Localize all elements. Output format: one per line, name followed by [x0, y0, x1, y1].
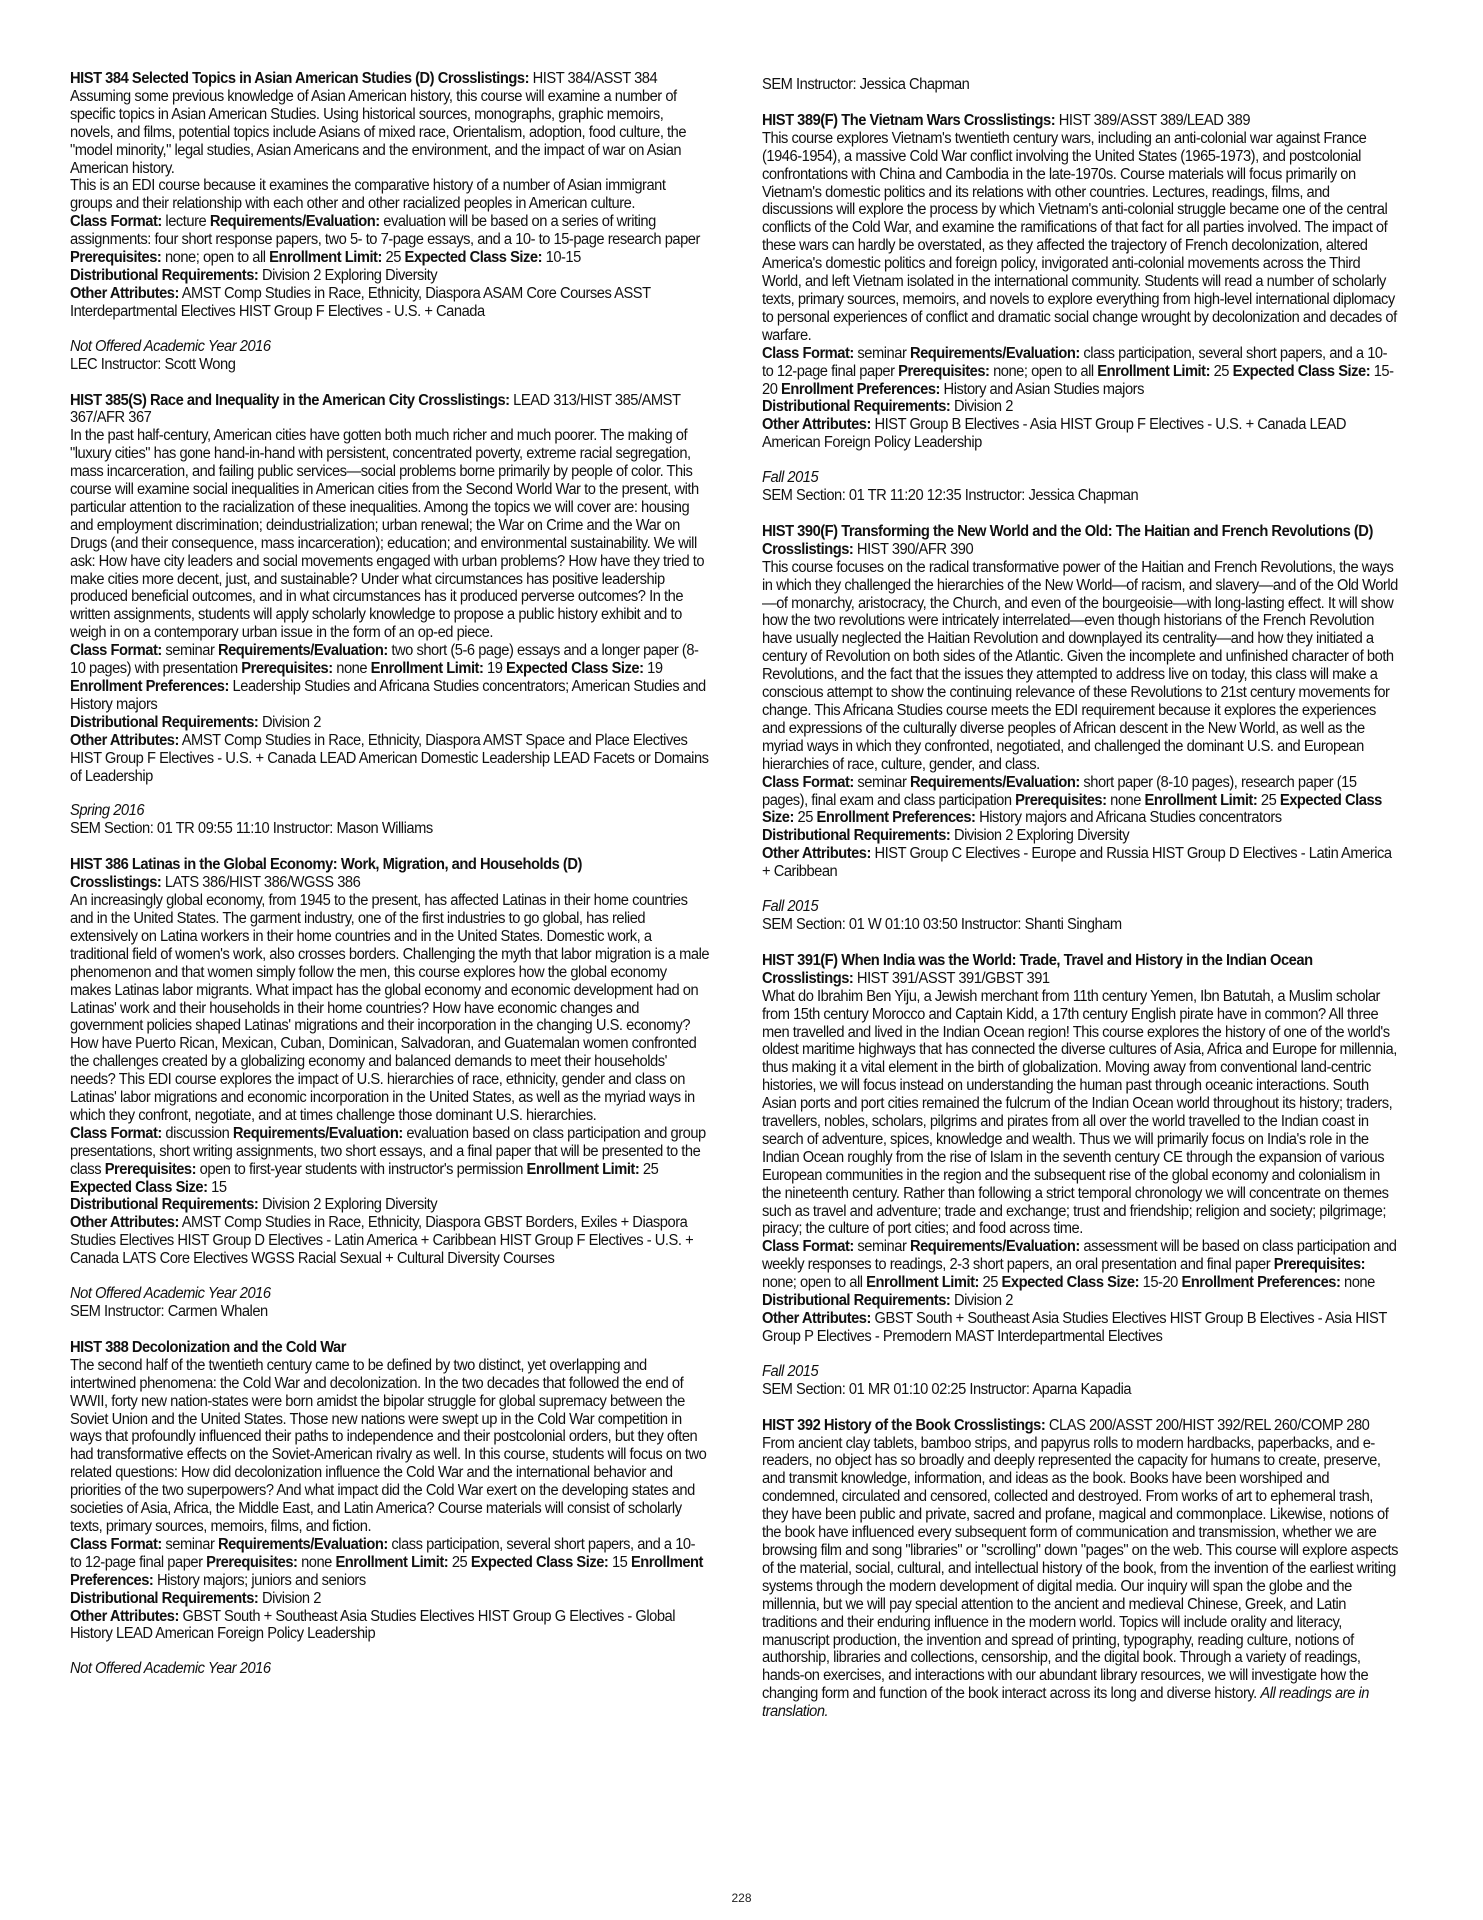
- course-title: HIST 390(F) Transforming the New World and the Old: The Haitian and French Revolutions (D): [762, 522, 1373, 540]
- attribute-value: class participation, several short papers, and a 10- to 12-page final paper: [70, 1535, 696, 1571]
- offering-info: [762, 1363, 1402, 1399]
- course-title: HIST 385(S) Race and Inequality in the American City: [70, 391, 415, 409]
- distributional-value: Division 2: [953, 1292, 1013, 1310]
- other-attributes-value: GBST South + Southeast Asia Studies Electives HIST Group B Electives - Asia HIST Group P Electives - Premodern MAST Interdepartmental Electives: [762, 1310, 1387, 1345]
- offering-info: [70, 802, 710, 838]
- attribute-value: seminar: [165, 1535, 218, 1553]
- distributional-requirements: [762, 827, 1402, 845]
- other-attributes-label: Other Attributes:: [762, 1310, 871, 1327]
- course-title: HIST 384 Selected Topics in Asian American Studies (D): [70, 70, 435, 87]
- attribute-label: Requirements/Evaluation:: [909, 344, 1080, 362]
- section-instructor: LEC Instructor: Scott Wong: [70, 355, 236, 373]
- other-attributes-label: Other Attributes:: [70, 1214, 179, 1232]
- distributional-label: Distributional Requirements:: [762, 398, 951, 416]
- other-attributes-label: Other Attributes:: [70, 731, 179, 749]
- crosslistings-value: HIST 384/ASST 384: [532, 70, 658, 87]
- other-attributes-value: HIST Group C Electives - Europe and Russia HIST Group D Electives - Latin America + Caribbean: [762, 845, 1392, 881]
- course-heading: [70, 392, 710, 428]
- attribute-value: 10-15: [545, 249, 581, 267]
- course-entry: [762, 1417, 1402, 1721]
- other-attributes-label: Other Attributes:: [762, 416, 871, 434]
- attribute-value: 19: [487, 660, 507, 678]
- attribute-label: Expected Class Size:: [404, 249, 543, 267]
- offering-term: Not Offered Academic Year 2016: [70, 1285, 271, 1303]
- course-heading: [762, 112, 1402, 130]
- distributional-requirements: [70, 714, 710, 732]
- other-attributes-value: AMST Comp Studies in Race, Ethnicity, Diaspora AMST Space and Place Electives HIST Group F Electives - U.S. + Canada LEAD American Domestic Leadership LEAD Facets or Domains of Leadership: [70, 731, 709, 785]
- other-attributes-label: Other Attributes:: [70, 284, 179, 302]
- description-paragraph: [762, 1435, 1402, 1722]
- crosslistings-value: HIST 390/AFR 390: [856, 540, 974, 558]
- attribute-label: Requirements/Evaluation:: [232, 1124, 403, 1142]
- crosslistings-label: Crosslistings:: [418, 391, 510, 409]
- attribute-value: 25: [1260, 791, 1280, 809]
- description-paragraph: What do Ibrahim Ben Yiju, a Jewish merchant from 11th century Yemen, Ibn Batutah, a Muslim scholar from 15th century Morocco and Captain Kidd, a 17th century English pirate have in common? All three men travelled and lived in the Indian Ocean region! This course explores the history of one of the world's oldest maritime highways that has connected the diverse cultures of Asia, Africa and Europe for millennia, thus making it a vital element in the birth of globalization. Moving away from conventional land-centric histories, we will focus instead on understanding the human past through oceanic interactions. South Asian ports and port cities remained the fulcrum of the Indian Ocean world throughout its history; traders, travellers, nobles, scholars, pilgrims and pirates from all over the world travelled to the Indian coast in search of adventure, spices, knowledge and wealth. Thus we will primarily focus on India's role in the Indian Ocean roughly from the rise of Islam in the seventh century CE through the expansion of various European communities in the region and the subsequent rise of the global economy and colonialism in the nineteenth century. Rather than following a strict temporal chronology we will concentrate on themes such as travel and adventure; trade and exchange; trust and friendship; religion and society; pilgrimage; piracy; the culture of port cities; and food across time.: [762, 987, 1397, 1238]
- distributional-label: Distributional Requirements:: [70, 1196, 259, 1214]
- course-description: [762, 988, 1402, 1239]
- attribute-label: Enrollment Preferences:: [1181, 1274, 1341, 1292]
- other-attributes-label: Other Attributes:: [762, 845, 871, 863]
- attribute-value: 25: [1213, 362, 1233, 380]
- attribute-value: seminar: [857, 344, 910, 362]
- course-section-line: SEM Instructor: Jessica Chapman: [762, 76, 970, 93]
- attribute-label: Expected Class Size:: [506, 660, 644, 678]
- course-requirements: [762, 1238, 1402, 1292]
- course-description: [70, 1357, 710, 1536]
- course-description: [70, 427, 710, 642]
- attribute-label: Enrollment Preferences:: [781, 380, 940, 398]
- attribute-label: Class Format:: [70, 1535, 162, 1553]
- description-paragraph: An increasingly global economy, from 1945 to the present, has affected Latinas in their home countries and in the United States. The garment industry, one of the first industries to go global, has relied extensively on Latina workers in their home countries and in the United States. Domestic work, a traditional field of women's work, also crosses borders. Challenging the myth that labor migration is a male phenomenon and that women simply follow the men, this course explores how the global economy makes Latinas labor migrants. What impact has the global economy and economic development had on Latinas' work and their households in their home countries? How have economic changes and government policies shaped Latinas' migrations and their incorporation in the changing U.S. economy? How have Puerto Rican, Mexican, Cuban, Dominican, Salvadoran, and Guatemalan women confronted the challenges created by a globalizing economy and balanced demands to meet their households' needs? This EDI course explores the impact of U.S. hierarchies of race, ethnicity, gender and class on Latinas' labor migrations and economic incorporation in the United States, as well as the myriad ways in which they confront, negotiate, and at times challenge those dominant U.S. hierarchies.: [70, 892, 710, 1124]
- other-attributes-value: GBST South + Southeast Asia Studies Electives HIST Group G Electives - Global History LEAD American Foreign Policy Leadership: [70, 1607, 676, 1643]
- attribute-value: lecture: [165, 213, 210, 231]
- crosslistings-label: Crosslistings:: [953, 1416, 1046, 1434]
- crosslistings-value: LEAD 313/HIST 385/AMST 367/AFR 367: [70, 391, 681, 427]
- attribute-label: Enrollment Limit:: [370, 660, 484, 678]
- distributional-label: Distributional Requirements:: [70, 266, 259, 284]
- course-requirements: [762, 345, 1402, 399]
- description-text: From ancient clay tablets, bamboo strips, and papyrus rolls to modern hardbacks, paperbacks, and e-readers, no object has so broadly and deeply represented the capacity for humans to create, preserve, and transmit knowledge, information, and ideas as the book. Books have been worshiped and condemned, circulated and censored, collected and destroyed. From works of art to ephemeral trash, they have been public and private, sacred and profane, magical and commonplace. Likewise, notions of the book have influenced every subsequent form of communication and transmission, whether we are browsing film and song "libraries" or "scrolling" down "pages" on the web. This course will explore aspects of the material, social, cultural, and intellectual history of the book, from the invention of the earliest writing systems through the modern development of digital media. Our inquiry will span the globe and the millennia, but we will pay special attention to the ancient and medieval Chinese, Greek, and Latin traditions and their enduring influence in the modern world. Topics will include orality and literacy, manuscript production, the invention and spread of printing, typography, reading culture, notions of authorship, libraries and collections, censorship, and the digital book. Through a variety of readings, hands-on exercises, and interactions with our abundant library resources, we will investigate how the changing form and function of the book interact across its long and diverse history.: [762, 1434, 1398, 1703]
- attribute-label: Requirements/Evaluation:: [217, 642, 388, 660]
- description-paragraph: This course focuses on the radical transformative power of the Haitian and French Revolutions, the ways in which they challenged the hierarchies of the New World—of racism, and slavery—and of the Old World—of monarchy, aristocracy, the Church, and even of the bourgeoisie—with long-lasting effect. It will show how the two revolutions were intricately interrelated—even though historians of the French Revolution have usually neglected the Haitian Revolution and downplayed its centrality—and how they initiated a century of Revolution on both sides of the Atlantic. Given the incomplete and unfinished character of both Revolutions, and the fact that the issues they attempted to address live on today, this class will make a conscious attempt to show the continuing relevance of these Revolutions to 21st century movements for change. This Africana Studies course meets the EDI requirement because it explores the experiences and expressions of the culturally diverse peoples of African descent in the New World, as well as the myriad ways in which they confronted, negotiated, and challenged the dominant U.S. and European hierarchies of race, culture, gender, and class.: [762, 558, 1398, 773]
- course-description: [762, 130, 1402, 345]
- attribute-label: Requirements/Evaluation:: [209, 213, 380, 231]
- course-description: [762, 1435, 1402, 1722]
- attribute-label: Prerequisites:: [206, 1553, 298, 1571]
- attribute-value: none; open to all: [993, 362, 1098, 380]
- attribute-value: none; open to all: [164, 249, 270, 267]
- distributional-requirements: [762, 1292, 1402, 1310]
- course-heading: [762, 523, 1402, 559]
- attribute-label: Requirements/Evaluation:: [217, 1535, 388, 1553]
- attribute-value: open to first-year students with instructor's permission: [199, 1160, 527, 1178]
- translation-note: All readings are in translation.: [762, 1685, 1369, 1721]
- course-requirements: [70, 642, 710, 714]
- distributional-label: Distributional Requirements:: [762, 827, 951, 845]
- attribute-label: Enrollment Preferences:: [70, 678, 229, 695]
- crosslistings-label: Crosslistings:: [437, 70, 530, 87]
- crosslistings-label: Crosslistings:: [70, 874, 162, 892]
- section-instructor: SEM Section: 01 W 01:10 03:50 Instructor: Shanti Singham: [762, 915, 1122, 933]
- attribute-value: Leadership Studies and Africana Studies concentrators; American Studies and History majors: [70, 678, 706, 713]
- other-attributes: [70, 1608, 710, 1644]
- course-entry: [70, 1339, 710, 1678]
- description-paragraph: This is an EDI course because it examines the comparative history of a number of Asian immigrant groups and their relationship with each other and other racialized peoples in American culture.: [70, 177, 666, 213]
- attribute-value: 25: [797, 809, 817, 827]
- distributional-value: Division 2 Exploring Diversity: [261, 1196, 438, 1214]
- other-attributes: [762, 845, 1402, 881]
- attribute-value: 19: [647, 660, 663, 678]
- attribute-label: Prerequisites:: [898, 362, 990, 380]
- crosslistings-value: LATS 386/HIST 386/WGSS 386: [164, 874, 361, 892]
- course-title: HIST 388 Decolonization and the Cold War: [70, 1338, 346, 1356]
- attribute-label: Expected Class Size:: [762, 791, 1382, 827]
- other-attributes-value: AMST Comp Studies in Race, Ethnicity, Diaspora GBST Borders, Exiles + Diaspora Studies Electives HIST Group D Electives - Latin America + Caribbean HIST Group F Electives - U.S. + Canada LATS Core Electives WGSS Racial Sexual + Cultural Diversity Courses: [70, 1214, 694, 1268]
- course-entry: [762, 952, 1402, 1399]
- attribute-label: Expected Class Size:: [1001, 1274, 1140, 1292]
- offering-term: Fall 2015: [762, 469, 819, 487]
- distributional-value: Division 2: [953, 398, 1013, 416]
- distributional-value: Division 2 Exploring Diversity: [261, 266, 438, 284]
- other-attributes-label: Other Attributes:: [70, 1607, 179, 1625]
- attribute-value: 15: [611, 1553, 631, 1571]
- attribute-label: Class Format:: [762, 1238, 854, 1256]
- offering-term: Not Offered Academic Year 2016: [70, 1660, 271, 1678]
- attribute-value: two short (5-6 page) essays and a longer paper (8-10 pages) with presentation: [70, 642, 699, 678]
- offering-info: [70, 1285, 710, 1321]
- course-title: HIST 391(F) When India was the World: Trade, Travel and History in the Indian Ocean: [762, 951, 1313, 969]
- attribute-label: Enrollment Limit:: [866, 1274, 979, 1292]
- course-title: HIST 389(F) The Vietnam Wars: [762, 111, 961, 129]
- course-entry: [762, 112, 1402, 505]
- attribute-label: Expected Class Size:: [470, 1553, 609, 1571]
- distributional-label: Distributional Requirements:: [70, 713, 259, 731]
- distributional-requirements: [70, 267, 710, 285]
- course-title: HIST 392 History of the Book: [762, 1416, 951, 1434]
- attribute-value: none: [1344, 1274, 1375, 1292]
- page-number: 228: [731, 1891, 752, 1905]
- attribute-value: History majors and Africana Studies concentrators: [979, 809, 1282, 827]
- description-paragraph: In the past half-century, American cities have gotten both much richer and much poorer. The making of "luxury cities" has gone hand-in-hand with persistent, concentrated poverty, extreme racial segregation, mass incarceration, and failing public services—social problems borne primarily by people of color. This course will examine social inequalities in American cities from the Second World War to the present, with particular attention to the racialization of these inequalities. Among the topics we will cover are: housing and employment discrimination; deindustrialization; urban renewal; the War on Crime and the War on Drugs (and their consequence, mass incarceration); education; and environmental sustainability. We will ask: How have city leaders and social movements engaged with urban problems? How have they tried to make cities more decent, just, and sustainable? Under what circumstances has positive leadership produced beneficial outcomes, and in what circumstances has it produced perverse outcomes? In the written assignments, students will apply scholarly knowledge to propose a public history exhibit and to weigh in on a contemporary urban issue in the form of an op-ed piece.: [70, 427, 705, 642]
- attribute-label: Expected Class Size:: [70, 1178, 208, 1196]
- other-attributes: [762, 1310, 1402, 1346]
- attribute-value: evaluation will be based on a series of writing assignments: four short response papers, two 5- to 7-page essays, and a 10- to 15-page research paper: [70, 213, 700, 249]
- course-entry: [70, 392, 710, 839]
- offering-term: Not Offered Academic Year 2016: [70, 337, 271, 355]
- attribute-value: History majors; juniors and seniors: [156, 1571, 366, 1589]
- attribute-value: seminar: [857, 1238, 910, 1256]
- crosslistings-value: HIST 389/ASST 389/LEAD 389: [1058, 111, 1251, 129]
- attribute-value: evaluation based on class participation and group presentations, short writing assignments, two short essays, and a final paper that will be presented to the class: [70, 1124, 706, 1178]
- other-attributes-value: HIST Group B Electives - Asia HIST Group F Electives - U.S. + Canada LEAD American Foreign Policy Leadership: [762, 416, 1347, 452]
- attribute-value: 15-20: [762, 362, 1394, 398]
- attribute-label: Enrollment Limit:: [1144, 791, 1258, 809]
- offering-info: [762, 469, 1402, 505]
- course-entry: [70, 856, 710, 1321]
- course-heading: [70, 856, 710, 892]
- attribute-value: History and Asian Studies majors: [943, 380, 1144, 398]
- attribute-label: Requirements/Evaluation:: [909, 1238, 1080, 1256]
- distributional-requirements: [70, 1590, 710, 1608]
- offering-term: Spring 2016: [70, 802, 145, 820]
- attribute-value: assessment will be based on class participation and weekly responses to readings, 2-3 short papers, an oral presentation and final paper: [762, 1238, 1397, 1274]
- attribute-value: seminar: [165, 642, 218, 660]
- offering-term: Fall 2015: [762, 898, 819, 916]
- attribute-label: Class Format:: [70, 213, 162, 231]
- attribute-label: Prerequisites:: [1015, 791, 1107, 809]
- section-instructor: SEM Instructor: Carmen Whalen: [70, 1303, 268, 1320]
- course-description: [70, 88, 710, 213]
- course-heading: [70, 70, 710, 88]
- attribute-value: short paper (8-10 pages), research paper (15 pages), final exam and class participation: [762, 773, 1357, 809]
- attribute-label: Class Format:: [762, 344, 854, 362]
- other-attributes: [762, 416, 1402, 452]
- section-instructor: SEM Section: 01 TR 09:55 11:10 Instructor: Mason Williams: [70, 820, 433, 838]
- distributional-requirements: [762, 398, 1402, 416]
- attribute-value: class participation, several short papers, and a 10- to 12-page final paper: [762, 344, 1388, 380]
- attribute-value: none: [336, 660, 371, 678]
- crosslistings-label: Crosslistings:: [963, 111, 1056, 129]
- attribute-label: Enrollment Preferences:: [70, 1553, 703, 1589]
- attribute-label: Class Format:: [70, 1124, 162, 1142]
- attribute-value: 25: [642, 1160, 659, 1178]
- other-attributes: [70, 1214, 710, 1268]
- distributional-requirements: [70, 1196, 710, 1214]
- course-description: [762, 559, 1402, 774]
- course-description: [70, 892, 710, 1125]
- description-paragraph: Assuming some previous knowledge of Asian American history, this course will examine a number of specific topics in Asian American Studies. Using historical sources, monographs, graphic memoirs, novels, and films, potential topics include Asians of mixed race, Orientalism, adoption, food culture, the "model minority," legal studies, Asian Americans and the environment, and the impact of war on Asian American history.: [70, 87, 687, 177]
- offering-info: [762, 898, 1402, 934]
- course-requirements: [70, 213, 710, 267]
- attribute-value: seminar: [857, 773, 910, 791]
- description-paragraph: This course explores Vietnam's twentieth century wars, including an anti-colonial war against France (1946-1954), a massive Cold War conflict involving the United States (1965-1973), and postcolonial confrontations with China and Cambodia in the late-1970s. Course materials will focus primarily on Vietnam's domestic politics and its relations with other countries. Lectures, readings, films, and discussions will explore the process by which Vietnam's anti-colonial struggle became one of the central conflicts of the Cold War, and examine the ramifications of that fact for all parties involved. The impact of these wars can hardly be overstated, as they affected the trajectory of French decolonization, altered America's domestic politics and foreign policy, invigorated anti-colonial movements across the Third World, and left Vietnam isolated in the international community. Students will read a number of scholarly texts, primary sources, memoirs, and novels to explore everything from high-level international diplomacy to personal experiences of conflict and dramatic social change wrought by decolonization and decades of warfare.: [762, 129, 1397, 344]
- course-heading: [70, 1339, 710, 1357]
- offering-info: [70, 338, 710, 374]
- attribute-label: Enrollment Preferences:: [816, 809, 976, 827]
- right-column: [762, 76, 1402, 1739]
- attribute-label: Enrollment Limit:: [526, 1160, 640, 1178]
- attribute-value: none: [301, 1553, 336, 1571]
- course-entry: [70, 70, 710, 374]
- crosslistings-value: HIST 391/ASST 391/GBST 391: [856, 969, 1050, 987]
- attribute-value: 25: [982, 1274, 1002, 1292]
- attribute-label: Class Format:: [70, 642, 162, 660]
- description-paragraph: The second half of the twentieth century came to be defined by two distinct, yet overlapping and intertwined phenomena: the Cold War and decolonization. In the two decades that followed the end of WWII, forty new nation-states were born amidst the bipolar struggle for global supremacy between the Soviet Union and the United States. Those new nations were swept up in the Cold War competition in ways that profoundly influenced their paths to independence and their postcolonial orders, but they often had transformative effects on the Soviet-American rivalry as well. In this course, students will focus on two related questions: How did decolonization influence the Cold War and the international behavior and priorities of the two superpowers? And what impact did the Cold War exert on the developing states and societies of Asia, Africa, the Middle East, and Latin America? Course materials will consist of scholarly texts, primary sources, memoirs, films, and fiction.: [70, 1356, 707, 1535]
- attribute-label: Class Format:: [762, 773, 854, 791]
- attribute-value: 25: [451, 1553, 471, 1571]
- attribute-label: Expected Class Size:: [1232, 362, 1371, 380]
- other-attributes: [70, 732, 710, 786]
- offering-info: [70, 1660, 710, 1678]
- distributional-value: Division 2 Exploring Diversity: [953, 827, 1130, 845]
- attribute-label: Enrollment Limit:: [269, 249, 382, 267]
- attribute-value: 25: [385, 249, 405, 267]
- attribute-value: none: [1110, 791, 1145, 809]
- attribute-value: none; open to all: [762, 1274, 867, 1292]
- attribute-label: Prerequisites:: [241, 660, 333, 678]
- course-requirements: [762, 774, 1402, 828]
- attribute-label: Prerequisites:: [1273, 1256, 1366, 1274]
- course-title: HIST 386 Latinas in the Global Economy: Work, Migration, and Households (D): [70, 856, 582, 874]
- other-attributes: [70, 285, 710, 321]
- course-heading: [762, 1417, 1402, 1435]
- attribute-label: Requirements/Evaluation:: [909, 773, 1080, 791]
- crosslistings-label: Crosslistings:: [762, 540, 854, 558]
- crosslistings-value: CLAS 200/ASST 200/HIST 392/REL 260/COMP 280: [1048, 1416, 1370, 1434]
- attribute-value: 15: [211, 1178, 227, 1196]
- section-instructor: SEM Section: 01 MR 01:10 02:25 Instructor: Aparna Kapadia: [762, 1380, 1132, 1398]
- crosslistings-label: Crosslistings:: [762, 969, 854, 987]
- attribute-label: Enrollment Limit:: [1097, 362, 1210, 380]
- course-requirements: [70, 1125, 710, 1197]
- attribute-label: Prerequisites:: [70, 249, 162, 267]
- offering-term: Fall 2015: [762, 1362, 819, 1380]
- attribute-value: 15-20: [1142, 1274, 1182, 1292]
- course-entry: [762, 523, 1402, 934]
- attribute-label: Prerequisites:: [104, 1160, 197, 1178]
- section-instructor: SEM Section: 01 TR 11:20 12:35 Instructor: Jessica Chapman: [762, 487, 1139, 505]
- distributional-value: Division 2: [261, 713, 321, 731]
- distributional-label: Distributional Requirements:: [70, 1589, 259, 1607]
- distributional-label: Distributional Requirements:: [762, 1292, 951, 1310]
- left-column: [70, 70, 710, 1696]
- attribute-label: Enrollment Limit:: [335, 1553, 449, 1571]
- course-heading: [762, 952, 1402, 988]
- course-requirements: [70, 1536, 710, 1590]
- other-attributes-value: AMST Comp Studies in Race, Ethnicity, Diaspora ASAM Core Courses ASST Interdepartmental Electives HIST Group F Electives - U.S. + Canada: [70, 284, 651, 320]
- attribute-value: discussion: [165, 1124, 233, 1142]
- distributional-value: Division 2: [261, 1589, 321, 1607]
